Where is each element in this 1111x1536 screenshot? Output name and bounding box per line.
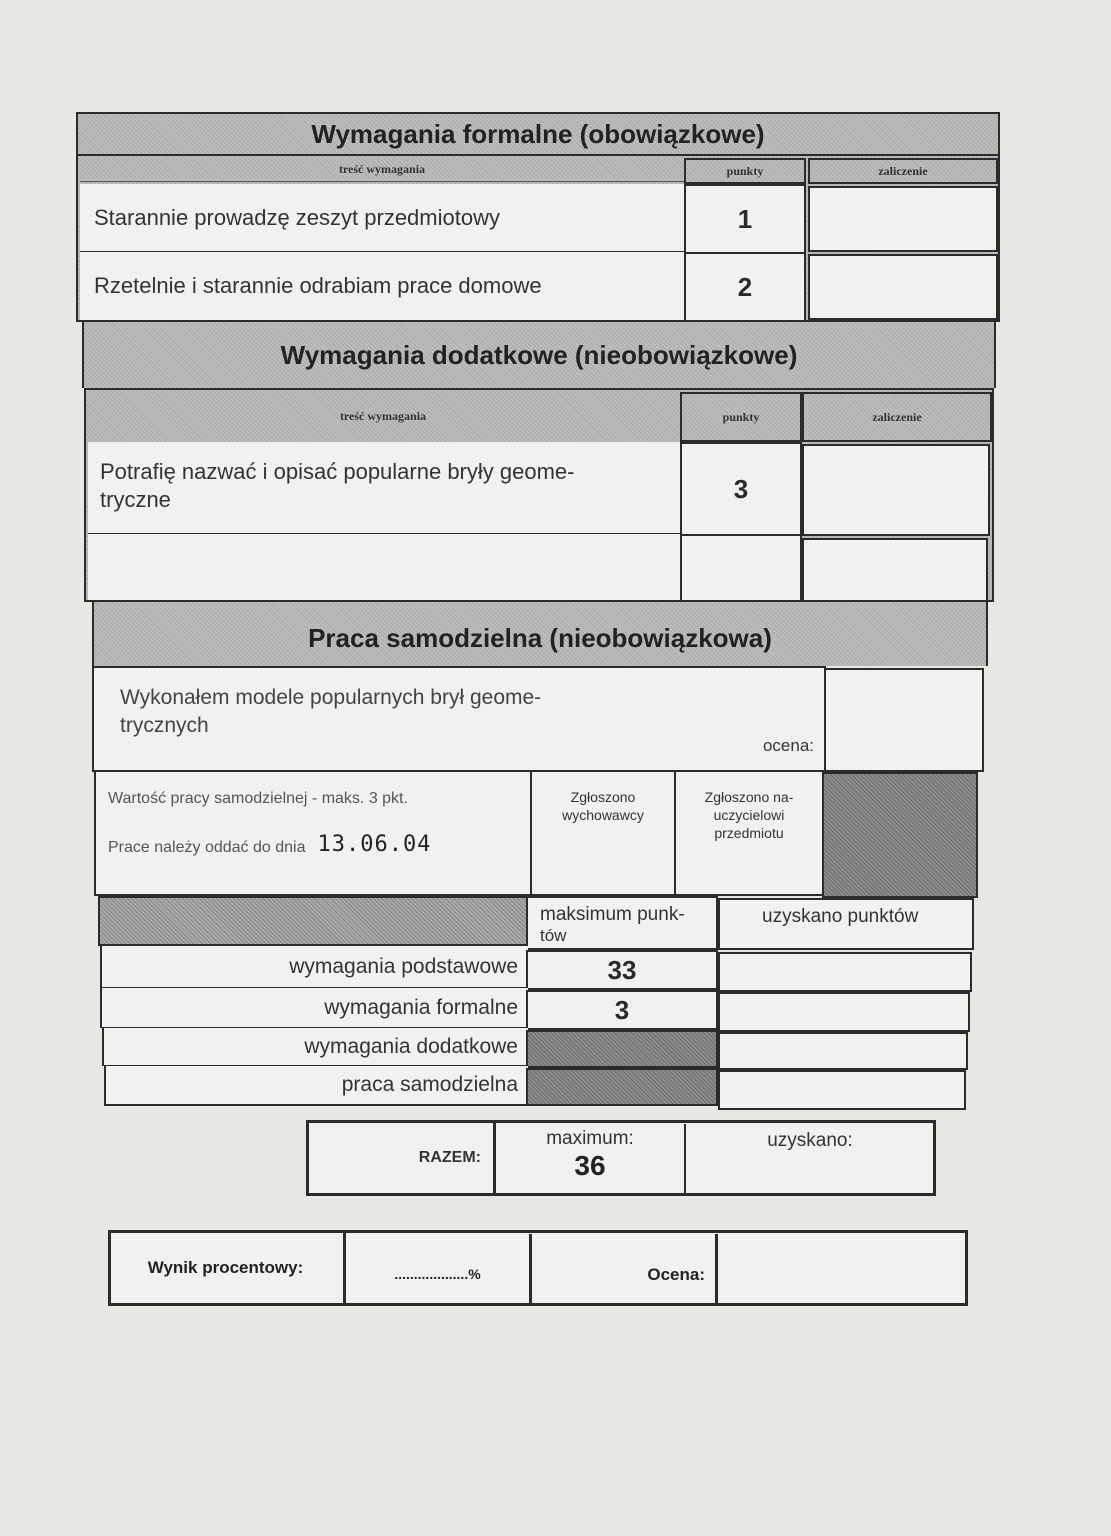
summary-row-label: wymagania formalne <box>100 988 528 1028</box>
extra-row-2-text <box>88 534 682 600</box>
summary-row-label: praca samodzielna <box>104 1066 528 1106</box>
grade-label: ocena: <box>762 736 814 755</box>
formal-row-2-pass-box[interactable] <box>808 254 998 320</box>
summary-row-max-shaded <box>526 1030 718 1068</box>
total-label-cell <box>306 1120 496 1196</box>
formal-row-2-points: 2 <box>684 252 806 322</box>
value-note: Wartość pracy samodzielnej - maks. 3 pkt. <box>108 790 408 807</box>
total-max-cell: maximum: 36 <box>496 1124 686 1194</box>
total-got-cell[interactable]: uzyskano: <box>767 1130 853 1151</box>
extra-title-bar <box>82 322 996 388</box>
extra-col-pass: zaliczenie <box>802 392 992 442</box>
summary-row-label: wymagania podstawowe <box>100 946 528 988</box>
grade-label-cell: Ocena: <box>532 1234 718 1306</box>
formal-title-bar <box>76 112 1000 156</box>
independent-task-box: Wykonałem modele popularnych brył geome- trycznych ocena: <box>92 666 826 772</box>
grade-value-cell[interactable] <box>718 1234 964 1304</box>
extra-row-1-points: 3 <box>680 442 802 536</box>
summary-row-got[interactable] <box>718 1032 968 1070</box>
summary-row-label: wymagania dodatkowe <box>102 1028 528 1066</box>
formal-row-1-points: 1 <box>684 184 806 254</box>
summary-row-max-shaded <box>526 1068 718 1106</box>
deadline-label: Prace należy oddać do dnia <box>108 839 306 856</box>
summary-max-header: maksimum punk- tów <box>526 896 718 950</box>
summary-row-got[interactable] <box>718 992 970 1032</box>
reported-teacher-box[interactable]: Zgłoszono na- uczycielowi przedmiotu <box>674 770 824 896</box>
extra-col-points: punkty <box>680 392 802 442</box>
independent-title: Praca samodzielna (nieobowiązkowa) <box>308 622 772 653</box>
extra-row-2-pass-box[interactable] <box>802 538 988 602</box>
percent-label-cell: Wynik procentowy: <box>108 1230 346 1306</box>
formal-title: Wymagania formalne (obowiązkowe) <box>311 118 765 149</box>
extra-row-1-pass-box[interactable] <box>802 444 990 536</box>
extra-row-1-text: Potrafię nazwać i opisać popularne bryły geome- tryczne <box>88 442 682 534</box>
percent-value-cell[interactable]: ...................% <box>346 1234 532 1306</box>
independent-shaded-box <box>822 772 978 898</box>
summary-row-got[interactable] <box>718 1070 966 1110</box>
independent-info-box <box>94 770 532 896</box>
formal-col-points: punkty <box>684 158 806 184</box>
deadline-value: 13.06.04 <box>317 832 432 857</box>
extra-col-content: treść wymagania <box>339 408 427 423</box>
summary-header-shaded <box>98 896 528 946</box>
extra-title: Wymagania dodatkowe (nieobowiązkowe) <box>280 339 798 370</box>
formal-col-content: treść wymagania <box>80 158 684 182</box>
summary-row-max: 33 <box>526 950 718 990</box>
reported-tutor-box[interactable]: Zgłoszono wychowawcy <box>530 770 676 896</box>
summary-row-max: 3 <box>526 990 718 1030</box>
formal-col-pass: zaliczenie <box>808 158 998 184</box>
independent-grade-box[interactable] <box>824 668 984 772</box>
extra-row-2-points <box>680 534 802 602</box>
summary-row-got[interactable] <box>718 952 972 992</box>
independent-title-bar <box>92 602 988 666</box>
total-max-value: 36 <box>574 1150 606 1181</box>
formal-row-2-text: Rzetelnie i starannie odrabiam prace domowe <box>80 252 686 320</box>
formal-row-1-text: Starannie prowadzę zeszyt przedmiotowy <box>80 184 686 252</box>
formal-row-1-pass-box[interactable] <box>808 186 998 252</box>
total-label: RAZEM: <box>418 1149 481 1166</box>
summary-got-header: uzyskano punktów <box>718 898 974 950</box>
